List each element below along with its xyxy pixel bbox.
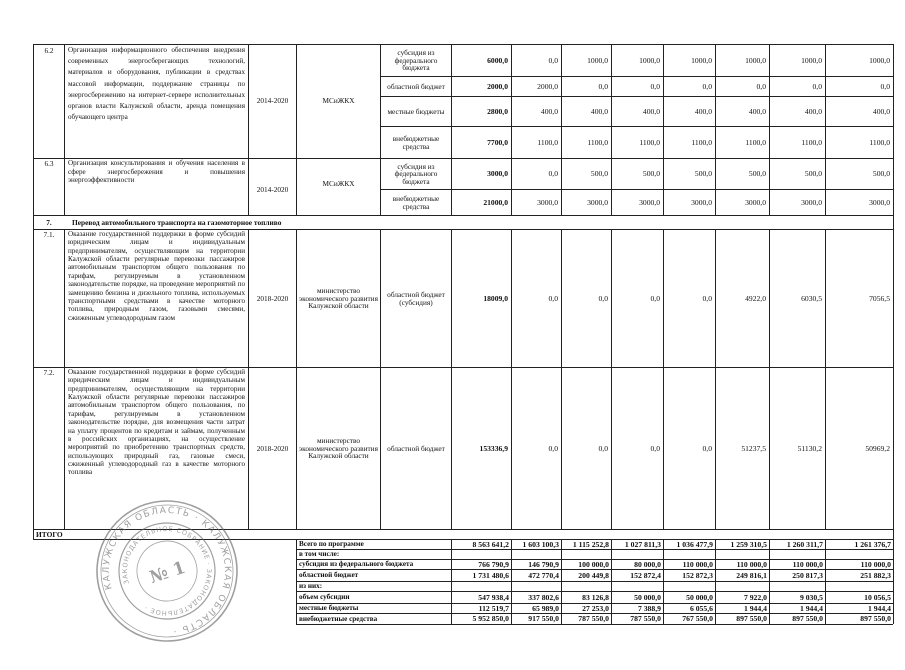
year-value: 400,0 bbox=[872, 106, 890, 116]
funding-total: 3000,0 bbox=[487, 169, 508, 179]
totals-value: 7 388,9 bbox=[637, 603, 661, 613]
totals-value: 1 731 480,6 bbox=[472, 570, 509, 580]
totals-row-label: субсидия из федерального бюджета bbox=[299, 560, 414, 568]
year-value: 51130,2 bbox=[797, 443, 822, 453]
totals-row-label: местные бюджеты bbox=[299, 604, 359, 612]
year-value: 1000,0 bbox=[639, 55, 660, 65]
totals-value: 200 449,8 bbox=[578, 570, 609, 580]
totals-value: 1 259 310,5 bbox=[730, 539, 767, 549]
year-value: 500,0 bbox=[748, 169, 766, 179]
totals-value: 110 000,0 bbox=[792, 559, 823, 569]
totals-value: 1 027 811,3 bbox=[624, 539, 661, 549]
totals-value: 110 000,0 bbox=[860, 559, 891, 569]
period: 2014-2020 bbox=[256, 96, 289, 106]
totals-value: 472 770,4 bbox=[528, 570, 559, 580]
funding-source: внебюджетные средства bbox=[392, 193, 440, 211]
totals-value: 1 115 252,8 bbox=[572, 539, 609, 549]
year-value: 0,0 bbox=[548, 443, 558, 453]
year-value: 3000,0 bbox=[869, 197, 890, 207]
funding-source: областной бюджет bbox=[387, 443, 445, 453]
totals-value: 787 550,0 bbox=[630, 614, 661, 623]
totals-value: 766 790,9 bbox=[478, 559, 509, 569]
totals-row-label: внебюджетные средства bbox=[299, 614, 378, 623]
totals-value: 1 260 311,7 bbox=[786, 539, 823, 549]
executor: министерство экономического развития Калужской области bbox=[299, 436, 378, 461]
totals-title: ИТОГО bbox=[36, 529, 63, 539]
year-value: 1000,0 bbox=[869, 55, 890, 65]
totals-value: 50 000,0 bbox=[634, 592, 661, 602]
totals-value: 9 030,5 bbox=[799, 592, 823, 602]
totals-value: 27 253,0 bbox=[582, 603, 609, 613]
year-value: 0,0 bbox=[548, 55, 558, 65]
year-value: 400,0 bbox=[804, 106, 822, 116]
section-title: Перевод автомобильного транспорта на газомоторное топливо bbox=[72, 218, 282, 227]
year-value: 500,0 bbox=[872, 169, 890, 179]
funding-source: внебюджетные средства bbox=[392, 133, 440, 151]
year-value: 0,0 bbox=[702, 293, 712, 303]
totals-value: 1 036 477,9 bbox=[676, 539, 713, 549]
year-value: 50969,2 bbox=[865, 443, 890, 453]
executor: МСиЖКХ bbox=[322, 179, 355, 189]
year-value: 1000,0 bbox=[745, 55, 766, 65]
totals-row-label: из них: bbox=[299, 582, 323, 590]
totals-value: 250 817,3 bbox=[792, 570, 823, 580]
funding-source: субсидия из федерального бюджета bbox=[394, 48, 438, 73]
year-value: 0,0 bbox=[650, 443, 660, 453]
svg-text:ЗАКОНОДАТЕЛЬНОЕ СОБРАНИЕ · ЗАК: ЗАКОНОДАТЕЛЬНОЕ СОБРАНИЕ · ЗАКОНОДАТЕЛЬНОЕ · bbox=[120, 524, 214, 618]
totals-value: 1 944,4 bbox=[743, 603, 767, 613]
funding-total: 2000,0 bbox=[487, 81, 508, 91]
totals-value: 8 563 641,2 bbox=[472, 539, 509, 549]
year-value: 3000,0 bbox=[691, 197, 712, 207]
year-value: 2000,0 bbox=[537, 81, 558, 91]
year-value: 3000,0 bbox=[801, 197, 822, 207]
measure-description: Организация информационного обеспечения внедрения современных энергосберегающих технологий, материалов и оборудования, публикации в средствах массовой информации, поддержание страницы по энергосбережению на интернет-сервере исполнительных органов власти Калужской области, аренда помещения обучающего центра bbox=[68, 46, 245, 122]
row-number: 7.2. bbox=[43, 368, 55, 378]
totals-row-label: в том числе: bbox=[299, 550, 340, 558]
row-number: 7.1. bbox=[43, 230, 55, 240]
year-value: 400,0 bbox=[590, 106, 608, 116]
totals-value: 7 922,0 bbox=[743, 592, 767, 602]
year-value: 0,0 bbox=[548, 169, 558, 179]
executor: министерство экономического развития Калужской области bbox=[299, 286, 378, 311]
year-value: 1000,0 bbox=[691, 55, 712, 65]
totals-value: 1 261 376,7 bbox=[854, 539, 891, 549]
totals-value: 10 056,5 bbox=[864, 592, 891, 602]
totals-value: 65 989,0 bbox=[532, 603, 559, 613]
totals-value: 146 790,9 bbox=[528, 559, 559, 569]
totals-value: 80 000,0 bbox=[634, 559, 661, 569]
year-value: 1100,0 bbox=[869, 137, 890, 147]
totals-value: 1 603 100,3 bbox=[522, 539, 559, 549]
row-number: 6.2 bbox=[44, 46, 54, 56]
funding-source: областной бюджет bbox=[387, 81, 445, 91]
totals-value: 50 000,0 bbox=[686, 592, 713, 602]
year-value: 500,0 bbox=[590, 169, 608, 179]
totals-value: 897 550,0 bbox=[860, 614, 891, 623]
measure-description: Оказание государственной поддержки в форме субсидий юридическим лицам и индивидуальным предпринимателям, осуществляющим на территории Калужской области регулярные перевозки пассажиров автомобильным транспортом общего пользования по тарифам, регулируемым в установленном законодательстве порядке, на проведение мероприятий по замещению бензина и дизельного топлива, используемых транспортными средствами в качестве моторного топлива, природным газом, газовыми смесями, сжиженным углеводородным газом bbox=[68, 230, 245, 322]
funding-total: 2800,0 bbox=[487, 106, 508, 116]
year-value: 400,0 bbox=[540, 106, 558, 116]
year-value: 0,0 bbox=[756, 81, 766, 91]
year-value: 1100,0 bbox=[537, 137, 558, 147]
totals-value: 152 872,3 bbox=[682, 570, 713, 580]
totals-value: 1 944,4 bbox=[799, 603, 823, 613]
totals-value: 110 000,0 bbox=[736, 559, 767, 569]
year-value: 1000,0 bbox=[587, 55, 608, 65]
totals-value: 5 952 850,0 bbox=[472, 614, 509, 623]
totals-value: 100 000,0 bbox=[578, 559, 609, 569]
year-value: 0,0 bbox=[598, 443, 608, 453]
funding-total: 6000,0 bbox=[487, 55, 508, 65]
totals-value: 897 550,0 bbox=[792, 614, 823, 623]
row-number: 6.3 bbox=[44, 159, 54, 169]
totals-value: 112 519,7 bbox=[478, 603, 509, 613]
year-value: 1100,0 bbox=[691, 137, 712, 147]
totals-value: 547 938,4 bbox=[478, 592, 509, 602]
totals-value: 787 550,0 bbox=[578, 614, 609, 623]
year-value: 0,0 bbox=[702, 81, 712, 91]
section-number: 7. bbox=[46, 217, 52, 227]
period: 2018-2020 bbox=[256, 443, 289, 453]
year-value: 7056,5 bbox=[869, 293, 890, 303]
totals-row-label: Всего по программе bbox=[299, 540, 364, 548]
svg-text:КАЛУЖСКАЯ ОБЛАСТЬ · КАЛУЖСКАЯ: КАЛУЖСКАЯ ОБЛАСТЬ · КАЛУЖСКАЯ ОБЛАСТЬ · bbox=[101, 505, 233, 636]
year-value: 51237,5 bbox=[741, 443, 766, 453]
year-value: 0,0 bbox=[650, 293, 660, 303]
year-value: 1000,0 bbox=[801, 55, 822, 65]
totals-value: 917 550,0 bbox=[528, 614, 559, 623]
totals-value: 897 550,0 bbox=[736, 614, 767, 623]
measure-description: Оказание государственной поддержки в форме субсидий юридическим лицам и индивидуальным предпринимателям, осуществляющим на территории Калужской области регулярные перевозки пассажиров автомобильным транспортом общего пользования, по тарифам, регулируемым в установленном законодательстве порядке, для возмещения части затрат на уплату процентов по кредитам и займам, полученным в российских организациях, на осуществление мероприятий по приобретению транспортных средств, использующих природный газ, газовые смеси, сжиженный углеводородный газ в качестве моторного топлива bbox=[68, 368, 245, 477]
totals-row-label: областной бюджет bbox=[299, 571, 359, 579]
period: 2018-2020 bbox=[256, 293, 289, 303]
year-value: 0,0 bbox=[598, 293, 608, 303]
year-value: 1100,0 bbox=[639, 137, 660, 147]
year-value: 500,0 bbox=[642, 169, 660, 179]
funding-source: местные бюджеты bbox=[387, 106, 445, 116]
totals-value: 152 872,4 bbox=[630, 570, 661, 580]
totals-value: 337 802,6 bbox=[528, 592, 559, 602]
period: 2014-2020 bbox=[256, 185, 289, 195]
funding-total: 7700,0 bbox=[487, 137, 508, 147]
svg-text:№ 1: № 1 bbox=[147, 557, 188, 589]
funding-total: 18009,0 bbox=[483, 293, 508, 303]
totals-value: 251 882,3 bbox=[860, 570, 891, 580]
year-value: 400,0 bbox=[642, 106, 660, 116]
totals-value: 1 944,4 bbox=[867, 603, 891, 613]
totals-value: 110 000,0 bbox=[682, 559, 713, 569]
year-value: 6030,5 bbox=[801, 293, 822, 303]
totals-row-label: объем субсидии bbox=[299, 593, 350, 601]
executor: МСиЖКХ bbox=[322, 96, 355, 106]
year-value: 3000,0 bbox=[537, 197, 558, 207]
year-value: 1100,0 bbox=[745, 137, 766, 147]
year-value: 0,0 bbox=[650, 81, 660, 91]
funding-total: 21000,0 bbox=[483, 197, 508, 207]
funding-source: субсидия из федерального бюджета bbox=[394, 161, 438, 186]
year-value: 0,0 bbox=[702, 443, 712, 453]
totals-value: 249 816,1 bbox=[736, 570, 767, 580]
measure-description: Организация консультирования и обучения населения в сфере энергосбережения и повышения энергоэффективности bbox=[68, 159, 245, 184]
year-value: 1100,0 bbox=[587, 137, 608, 147]
year-value: 1100,0 bbox=[801, 137, 822, 147]
totals-value: 83 126,8 bbox=[582, 592, 609, 602]
funding-total: 153336,9 bbox=[479, 443, 508, 453]
year-value: 0,0 bbox=[598, 81, 608, 91]
year-value: 3000,0 bbox=[745, 197, 766, 207]
year-value: 0,0 bbox=[880, 81, 890, 91]
year-value: 500,0 bbox=[804, 169, 822, 179]
year-value: 500,0 bbox=[694, 169, 712, 179]
funding-source: областной бюджет (субсидия) bbox=[387, 289, 445, 307]
year-value: 400,0 bbox=[694, 106, 712, 116]
year-value: 4922,0 bbox=[745, 293, 766, 303]
year-value: 400,0 bbox=[748, 106, 766, 116]
totals-value: 6 055,6 bbox=[689, 603, 713, 613]
year-value: 3000,0 bbox=[587, 197, 608, 207]
totals-value: 767 550,0 bbox=[682, 614, 713, 623]
year-value: 0,0 bbox=[812, 81, 822, 91]
year-value: 3000,0 bbox=[639, 197, 660, 207]
year-value: 0,0 bbox=[548, 293, 558, 303]
